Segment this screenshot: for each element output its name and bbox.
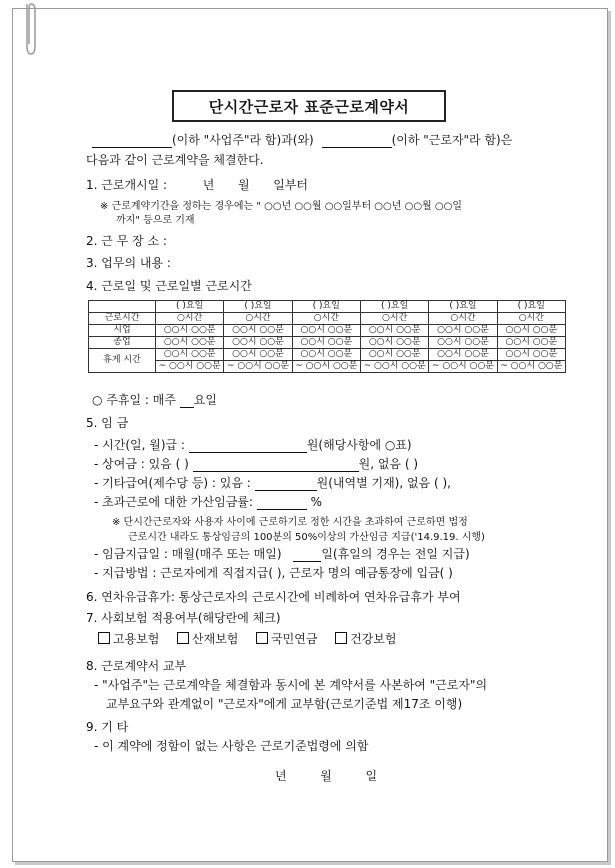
table-row: 종업 ○○시 ○○분 ○○시 ○○분 ○○시 ○○분 ○○시 ○○분 ○○시 ○○분 ○○시 ○○분 (89, 337, 566, 349)
insurance-options (98, 630, 396, 647)
wage-payment-method: - 지급방법 : 근로자에게 직접지급( ), 근로자 명의 예금통장에 입금( ) (94, 566, 453, 580)
start-date-note-2: 까지" 등으로 기재 (116, 215, 195, 226)
overtime-note-2: 근로시간 내라도 통상임금의 100분의 50%이상의 가산임금 지급('14.9.19. 시행) (128, 532, 485, 543)
page-title: 단시간근로자 표준근로계약서 (172, 90, 446, 122)
intro-line-2: 다음과 같이 근로계약을 체결한다. (86, 153, 264, 167)
section-start-date: 1. 근로개시일 : 년 월 일부터 (86, 178, 309, 192)
health-insurance-checkbox[interactable]: 건강보험 (335, 632, 396, 646)
table-row: 시업 ○○시 ○○분 ○○시 ○○분 ○○시 ○○분 ○○시 ○○분 ○○시 ○○분 ○○시 ○○분 (89, 325, 566, 337)
other-line-1: - 이 계약에 정함이 없는 사항은 근로기준법령에 의함 (94, 739, 369, 753)
section-workplace: 2. 근 무 장 소 : (86, 234, 167, 248)
section-workdays: 4. 근로일 및 근로일별 근로시간 (86, 279, 252, 293)
bonus-blank[interactable] (193, 459, 359, 472)
employer-blank[interactable] (92, 135, 172, 148)
section-other: 9. 기 타 (86, 720, 129, 734)
work-schedule-table (88, 300, 566, 373)
contract-delivery-line-1: - "사업주"는 근로계약을 체결함과 동시에 본 계약서를 사본하여 "근로자"의 (94, 678, 488, 692)
table-row: 휴게 시간 ○○시 ○○분 ○○시 ○○분 ○○시 ○○분 ○○시 ○○분 ○○시 ○○분 ○○시 ○○분 (89, 349, 566, 361)
table-row: ( )요일 ( )요일 ( )요일 ( )요일 ( )요일 ( )요일 (89, 301, 566, 313)
wage-bonus: - 상여금 : 있음 ( ) 원, 없음 ( ) (94, 457, 419, 471)
hourly-wage-blank[interactable] (189, 440, 307, 453)
wage-payday: - 임금지급일 : 매월(매주 또는 매일) 일(휴일의 경우는 전일 지급) (94, 547, 470, 561)
wage-overtime: - 초과근로에 대한 가산임금률: % (94, 495, 322, 509)
overtime-rate-blank[interactable] (257, 497, 307, 510)
section-social-insurance: 7. 사회보험 적용여부(해당란에 체크) (86, 611, 281, 625)
wage-other: - 기타급여(제수당 등) : 있음 : 원(내역별 기재), 없음 ( ), (94, 476, 451, 490)
section-wage: 5. 임 금 (86, 416, 129, 430)
overtime-note-1: ※ 단시간근로자와 사용자 사이에 근로하기로 정한 시간을 초과하여 근로하면 법정 (112, 517, 468, 528)
section-contract-delivery: 8. 근로계약서 교부 (86, 659, 187, 673)
table-row: ~ ○○시 ○○분 ~ ○○시 ○○분 ~ ○○시 ○○분 ~ ○○시 ○○분 ~ ○○시 ○○분 ~ ○○시 ○○분 (89, 361, 566, 373)
weekly-holiday: ○ 주휴일 : 매주 요일 (92, 393, 217, 407)
national-pension-checkbox[interactable]: 국민연금 (256, 632, 317, 646)
employment-insurance-checkbox[interactable]: 고용보험 (98, 632, 159, 646)
weekly-holiday-blank[interactable] (180, 395, 194, 408)
section-job-description: 3. 업무의 내용 : (86, 256, 171, 270)
intro-line-1: (이하 "사업주"라 함)과(와) (이하 "근로자"라 함)은 (92, 131, 512, 148)
other-pay-blank[interactable] (255, 478, 317, 491)
table-row: 근로시간 ○시간 ○시간 ○시간 ○시간 ○시간 ○시간 (89, 313, 566, 325)
paperclip-icon (22, 0, 38, 60)
section-annual-leave: 6. 연차유급휴가: 통상근로자의 근로시간에 비례하여 연차유급휴가 부여 (86, 590, 461, 604)
employee-blank[interactable] (322, 135, 392, 148)
contract-delivery-line-2: 교부요구와 관계없이 "근로자"에게 교부함(근로기준법 제17조 이행) (106, 697, 463, 711)
industrial-accident-insurance-checkbox[interactable]: 산재보험 (177, 632, 238, 646)
signing-date: 년 월 일 (275, 769, 378, 783)
payday-blank[interactable] (293, 549, 321, 562)
start-date-note-1: ※ 근로계약기간을 정하는 경우에는 " ○○년 ○○월 ○○일부터 ○○년 ○○월 ○○일 (100, 201, 462, 212)
wage-hourly: - 시간(일, 월)급 : 원(해당사항에 ○표) (94, 438, 412, 452)
